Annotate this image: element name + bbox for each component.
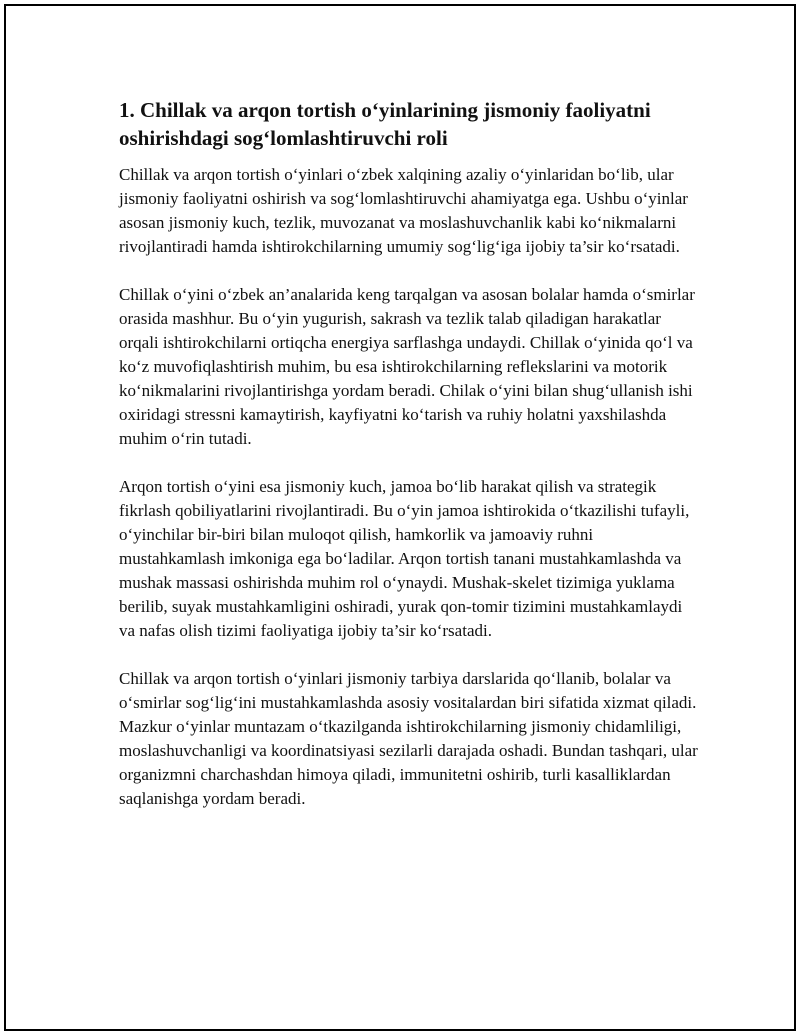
paragraph-3: Arqon tortish o‘yini esa jismoniy kuch, jamoa bo‘lib harakat qilish va strategik fikrlash qobiliyatlarini rivojlantiradi. Bu o‘yin jamoa ishtirokida o‘tkazilishi tufayli, o‘yinchilar bir-biri bilan muloqot qilish, hamkorlik va jamoaviy ruhni mustahkamlash imkoniga ega bo‘ladilar. Arqon tortish tanani mustahkamlashda va mushak massasi oshirishda muhim rol o‘ynaydi. Mushak-skelet tizimiga yuklama berilib, suyak mustahkamligini oshiradi, yurak qon-tomir tizimini mustahkamlaydi va nafas olish tizimi faoliyatiga ijobiy ta’sir ko‘rsatadi. <box>119 477 690 640</box>
paragraph-4: Chillak va arqon tortish o‘yinlari jismoniy tarbiya darslarida qo‘llanib, bolalar va o‘smirlar sog‘lig‘ini mustahkamlashda asosiy vositalardan biri sifatida xizmat qiladi. Mazkur o‘yinlar muntazam o‘tkazilganda ishtirokchilarning jismoniy chidamliligi, moslashuvchanligi va koordinatsiyasi sezilarli darajada oshadi. Bundan tashqari, ular organizmni charchashdan himoya qiladi, immunitetni oshirib, turli kasalliklardan saqlanishga yordam beradi. <box>119 669 698 808</box>
paragraph-2: Chillak o‘yini o‘zbek an’analarida keng tarqalgan va asosan bolalar hamda o‘smirlar orasida mashhur. Bu o‘yin yugurish, sakrash va tezlik talab qiladigan harakatlar orqali ishtirokchilarni ortiqcha energiya sarflashga undaydi. Chillak o‘yinida qo‘l va ko‘z muvofiqlashtirish muhim, bu esa ishtirokchilarning reflekslarini va motorik ko‘nikmalarini rivojlantirishga yordam beradi. Chilak o‘yini bilan shug‘ullanish ishi oxiridagi stressni kamaytirish, kayfiyatni ko‘tarish va ruhiy holatni yaxshilashda muhim o‘rin tutadi. <box>119 285 695 448</box>
paragraph-1: Chillak va arqon tortish o‘yinlari o‘zbek xalqining azaliy o‘yinlaridan bo‘lib, ular jismoniy faoliyatni oshirish va sog‘lomlashtiruvchi ahamiyatga ega. Ushbu o‘yinlar asosan jismoniy kuch, tezlik, muvozanat va moslashuvchanlik kabi ko‘nikmalarni rivojlantiradi hamda ishtirokchilarning umumiy sog‘lig‘iga ijobiy ta’sir ko‘rsatadi. <box>119 165 688 256</box>
document-body <box>119 96 699 835</box>
document-page <box>4 4 796 1031</box>
section-heading: 1. Chillak va arqon tortish o‘yinlarining jismoniy faoliyatni oshirishdagi sog‘lomlashtiruvchi roli <box>119 98 651 150</box>
